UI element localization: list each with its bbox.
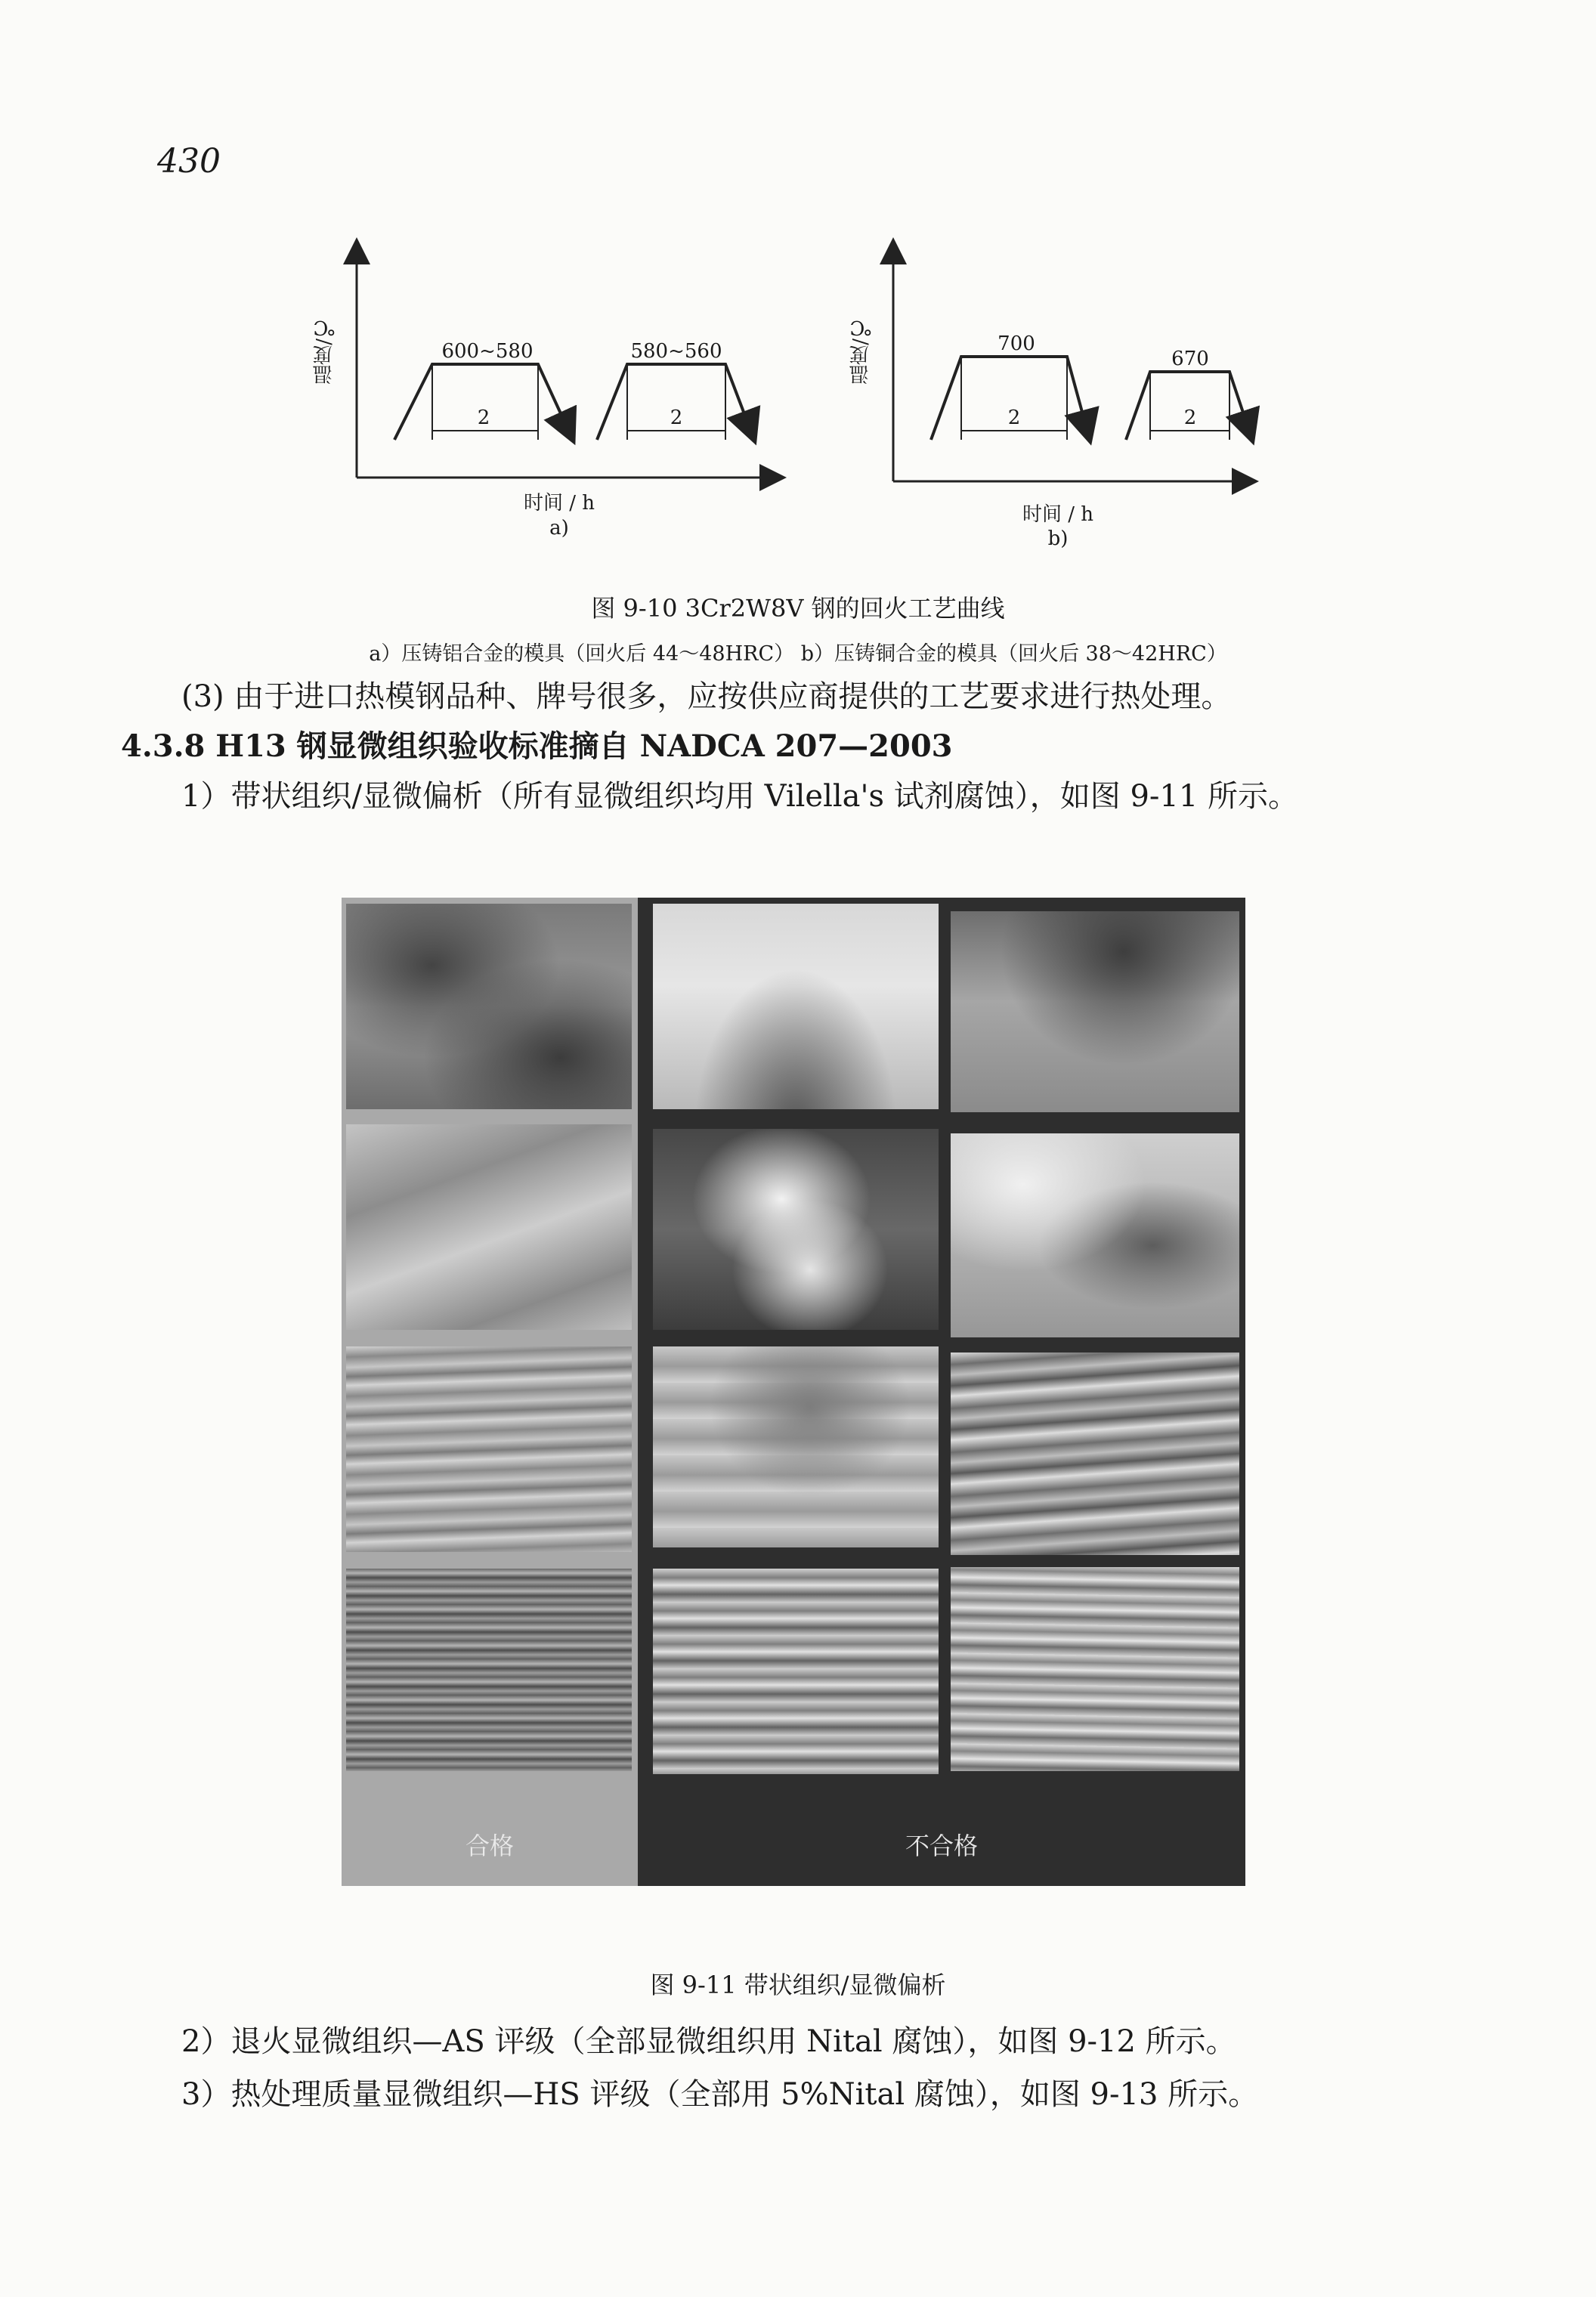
fail-label: 不合格 xyxy=(905,1832,978,1860)
item-3: 3）热处理质量显微组织—HS 评级（全部用 5%Nital 腐蚀），如图 9-13 所示。 xyxy=(181,2077,1259,2112)
micrograph-tile xyxy=(951,1133,1239,1337)
figure-9-11-caption: 图 9-11 带状组织/显微偏析 xyxy=(650,1971,946,1999)
micrograph-tile xyxy=(346,1569,632,1771)
micrograph-tile xyxy=(346,904,632,1109)
micrograph-tile xyxy=(346,1124,632,1330)
x-axis-label-b: 时间 / h xyxy=(1022,503,1094,526)
paragraph-3: (3) 由于进口热模钢品种、牌号很多，应按供应商提供的工艺要求进行热处理。 xyxy=(181,679,1232,714)
temp-label-b2: 670 xyxy=(1171,348,1209,370)
micrograph-tile xyxy=(653,904,939,1109)
y-axis-label-a: 温度/℃ xyxy=(313,316,336,385)
micrograph-tile xyxy=(653,1346,939,1547)
subfigure-label-b: b) xyxy=(1047,527,1069,550)
item-1: 1）带状组织/显微偏析（所有显微组织均用 Vilella's 试剂腐蚀），如图 9-11 所示。 xyxy=(181,779,1299,814)
section-heading: 4.3.8 H13 钢显微组织验收标准摘自 NADCA 207—2003 xyxy=(121,728,953,764)
x-axis-label-a: 时间 / h xyxy=(523,492,595,515)
micrograph-tile xyxy=(951,911,1239,1112)
hold-label-b2: 2 xyxy=(1183,407,1197,429)
subfigure-label-a: a) xyxy=(549,517,569,539)
micrograph-tile xyxy=(951,1567,1239,1771)
hold-label-a1: 2 xyxy=(477,407,490,429)
figure-9-10-subcaption: a）压铸铝合金的模具（回火后 44～48HRC） b）压铸铜合金的模具（回火后 38～42HRC） xyxy=(369,642,1227,666)
item-2: 2）退火显微组织—AS 评级（全部显微组织用 Nital 腐蚀），如图 9-12 所示。 xyxy=(181,2024,1236,2059)
pass-label: 合格 xyxy=(465,1832,514,1860)
micrograph-tile xyxy=(951,1353,1239,1555)
y-axis-label-b: 温度/℃ xyxy=(849,316,872,385)
figure-9-10-a xyxy=(313,227,801,559)
temp-label-a1: 600~580 xyxy=(441,340,534,363)
micrograph-tile xyxy=(346,1346,632,1552)
micrograph-tile xyxy=(653,1569,939,1774)
temp-label-a2: 580~560 xyxy=(630,340,722,363)
page-number: 430 xyxy=(157,142,221,181)
figure-9-10-b xyxy=(849,227,1277,559)
micrograph-tile xyxy=(653,1129,939,1330)
temp-label-b1: 700 xyxy=(998,332,1035,355)
hold-label-a2: 2 xyxy=(670,407,683,429)
hold-label-b1: 2 xyxy=(1007,407,1021,429)
figure-9-10-caption: 图 9-10 3Cr2W8V 钢的回火工艺曲线 xyxy=(591,594,1005,623)
figure-9-11 xyxy=(342,898,1245,1886)
